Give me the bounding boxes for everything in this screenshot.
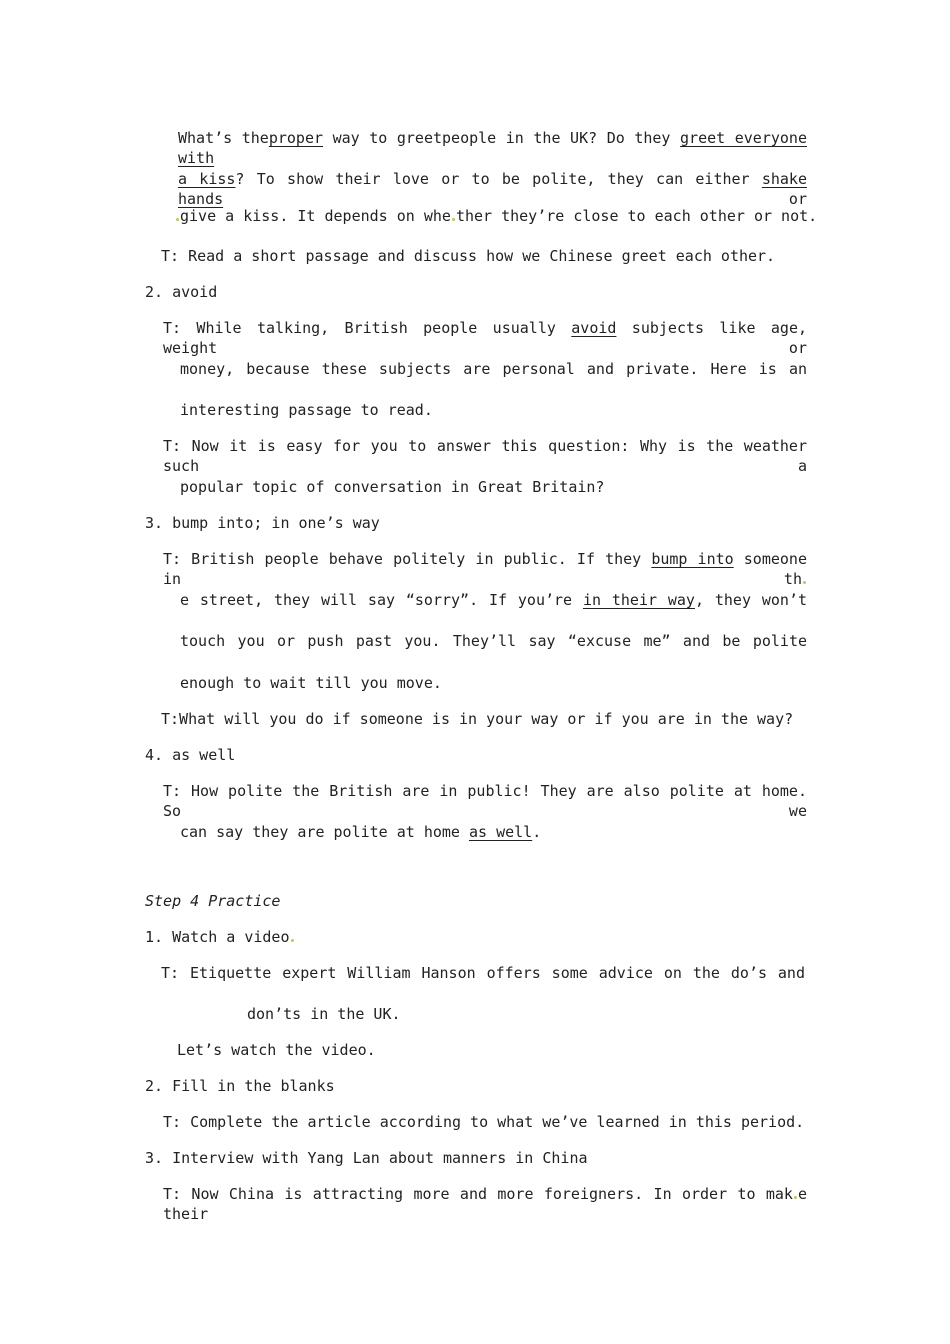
text: e street, they will say “sorry”. If you’re [180, 591, 583, 609]
practice-1-line-2: don’ts in the UK. [247, 1005, 401, 1023]
text: T: While talking, British people usually [163, 319, 572, 337]
item-4-line-1: T: How polite the British are in public! They are also polite at home. So we [163, 782, 807, 820]
passage-line-3 [175, 206, 817, 226]
item-2-line-2: money, because these subjects are personal and private. Here is an [180, 360, 807, 378]
underlined-greet-everyone: greet everyone with [178, 129, 807, 167]
item-3-line-4: enough to wait till you move. [180, 674, 442, 692]
underlined-proper: proper [268, 129, 324, 147]
practice-1-line-1: T: Etiquette expert William Hanson offers some advice on the do’s and [161, 964, 805, 982]
item-2-line-1 [163, 318, 807, 358]
edit-mark-dot [794, 1196, 797, 1199]
item-2-line-5: popular topic of conversation in Great Britain? [180, 478, 605, 496]
passage-line-2 [178, 169, 807, 209]
item-3-line-2 [180, 590, 807, 610]
practice-2-heading: 2. Fill in the blanks [145, 1077, 335, 1095]
underlined-a-kiss: a kiss [178, 170, 236, 188]
text: subjects like age, weight or [163, 319, 808, 357]
text: . [532, 823, 542, 841]
item-3-line-5: T:What will you do if someone is in your way or if you are in the way? [161, 710, 794, 728]
practice-3-heading: 3. Interview with Yang Lan about manners in China [145, 1149, 588, 1167]
text: , they won’t [694, 591, 807, 609]
text: or [223, 190, 807, 208]
practice-1-heading [145, 927, 295, 947]
text: can say they are polite at home [180, 823, 469, 841]
item-3-line-1 [163, 549, 807, 589]
text: What’s the [178, 129, 269, 147]
text: T: Now China is attracting more and more foreigners. In order to mak [163, 1185, 793, 1203]
item-4-heading: 4. as well [145, 746, 236, 764]
text: someone in th [163, 550, 807, 588]
edit-mark-dot [176, 218, 179, 221]
item-4-line-2 [180, 822, 541, 842]
step-4-title: Step 4 Practice [145, 892, 281, 910]
practice-2-line-1: T: Complete the article according to what we’ve learned in this period. [163, 1113, 805, 1131]
teacher-line-read: T: Read a short passage and discuss how we Chinese greet each other. [161, 247, 776, 265]
text: give a kiss. It depends on whe [180, 207, 451, 225]
practice-1-line-3: Let’s watch the video. [177, 1041, 376, 1059]
practice-3-line-1 [163, 1184, 807, 1224]
item-3-heading: 3. bump into; in one’s way [145, 514, 380, 532]
text: way to greetpeople in the UK? Do they [323, 129, 681, 147]
text: ? To show their love or to be polite, they can either [235, 170, 762, 188]
item-2-line-4: T: Now it is easy for you to answer this question: Why is the weather such a [163, 437, 807, 475]
text: 1. Watch a video [145, 928, 290, 946]
passage-line-1 [178, 128, 807, 168]
text: e their [163, 1185, 807, 1223]
underlined-shake-hands: shake hands [178, 170, 807, 208]
item-2-heading: 2. avoid [145, 283, 218, 301]
underlined-in-their-way: in their way [582, 591, 695, 609]
underlined-avoid: avoid [571, 319, 617, 337]
edit-mark-dot [803, 581, 806, 584]
edit-mark-dot [291, 939, 294, 942]
item-2-line-3: interesting passage to read. [180, 401, 433, 419]
underlined-as-well: as well [468, 823, 533, 841]
text: T: British people behave politely in public. If they [163, 550, 652, 568]
item-3-line-3: touch you or push past you. They’ll say “excuse me” and be polite [180, 632, 807, 650]
edit-mark-dot [452, 218, 455, 221]
underlined-bump-into: bump into [651, 550, 734, 568]
text: ther they’re close to each other or not. [455, 207, 818, 225]
